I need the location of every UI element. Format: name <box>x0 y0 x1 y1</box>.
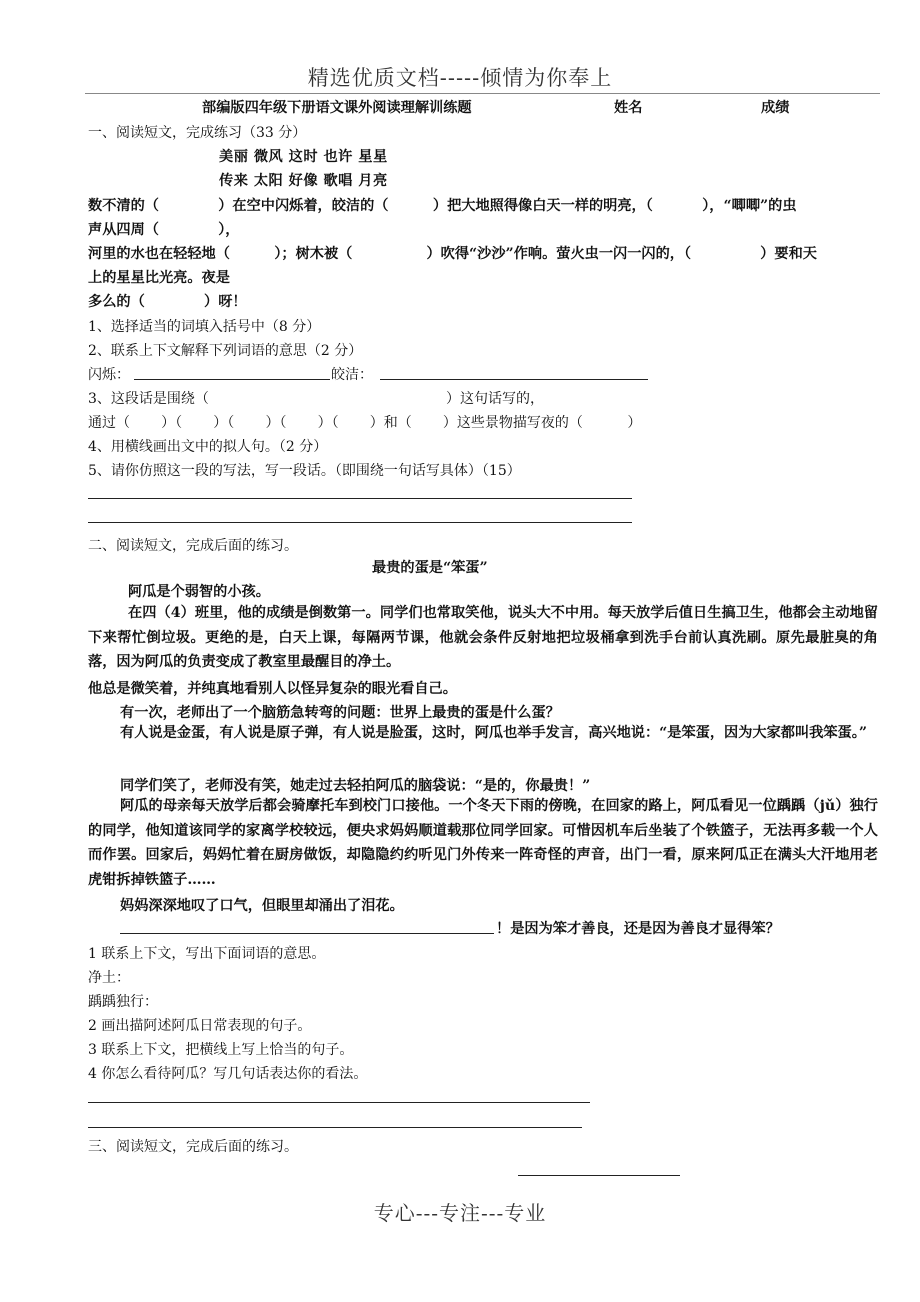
s2-q1-word-2: 踽踽独行： <box>88 994 158 1010</box>
s2-question-2: 2 画出描阿述阿瓜日常表现的句子。 <box>88 1018 312 1034</box>
story-paragraph-5: 有人说是金蛋，有人说是原子弹，有人说是脸蛋，这时，阿瓜也举手发言，高兴地说：“是笨蛋，因为大家都叫我笨蛋。” <box>120 725 867 741</box>
s1-question-3-line-2: 通过（ ）（ ）（ ）（ ）（ ）和（ ）这些景物描写夜的（ ） <box>88 415 642 431</box>
word-bank-row-1: 美丽 微风 这时 也许 星星 <box>219 149 388 165</box>
story-paragraph-4: 有一次，老师出了一个脑筋急转弯的问题：世界上最贵的蛋是什么蛋？ <box>120 705 560 721</box>
story-paragraph-6: 同学们笑了，老师没有笑，她走过去轻拍阿瓜的脑袋说：“是的，你最贵！” <box>120 778 591 794</box>
q2-answer-line-1[interactable] <box>134 379 330 380</box>
s1-question-3-part-b: ）这句话写的， <box>446 391 544 407</box>
story-title: 最贵的蛋是“笨蛋” <box>372 560 488 576</box>
score-label: 成绩 <box>761 100 790 116</box>
s2-q4-answer-line-2[interactable] <box>88 1127 582 1128</box>
s2-question-1: 1 联系上下文，写出下面词语的意思。 <box>88 946 326 962</box>
header-banner: 精选优质文档-----倾情为你奉上 <box>307 66 613 90</box>
q2-word-label-1: 闪烁： <box>88 367 130 383</box>
s1-question-1: 1、选择适当的词填入括号中（8 分） <box>88 319 321 335</box>
page-title: 部编版四年级下册语文课外阅读理解训练题 <box>202 100 472 116</box>
passage-line-2: 声从四周（ ）， <box>88 222 240 238</box>
section2-heading: 二、阅读短文，完成后面的练习。 <box>88 538 298 554</box>
passage-line-3: 河里的水也在轻轻地（ ）；树木被（ ）吹得“沙沙”作响。萤火虫一闪一闪的，（ ）要和天 <box>88 246 817 262</box>
s1-question-5: 5、请你仿照这一段的写法，写一段话。（即围绕一句话写具体）（15） <box>88 463 521 479</box>
header-rule <box>85 93 880 94</box>
name-label: 姓名 <box>614 100 643 116</box>
fill-sentence-tail: ！是因为笨才善良，还是因为善良才显得笨？ <box>496 921 780 937</box>
q2-word-label-2: 皎洁： <box>331 367 373 383</box>
s2-q1-word-1: 净土： <box>88 970 130 986</box>
passage-line-1: 数不清的（ ）在空中闪烁着，皎洁的（ ）把大地照得像白天一样的明亮，（ ），“唧唧”的虫 <box>88 198 797 214</box>
passage-line-5: 多么的（ ）呀！ <box>88 294 247 310</box>
s1-question-2: 2、联系上下文解释下列词语的意思（2 分） <box>88 343 363 359</box>
fill-sentence-line[interactable] <box>120 933 494 934</box>
q2-answer-line-2[interactable] <box>380 379 648 380</box>
s2-question-3: 3 联系上下文，把横线上写上恰当的句子。 <box>88 1042 354 1058</box>
section3-heading: 三、阅读短文，完成后面的练习。 <box>88 1139 298 1155</box>
footer-slogan: 专心---专注---专业 <box>373 1201 547 1225</box>
story-paragraph-8: 妈妈深深地叹了口气，但眼里却涌出了泪花。 <box>120 898 404 914</box>
q5-answer-line-2[interactable] <box>88 522 632 523</box>
word-bank-row-2: 传来 太阳 好像 歌唱 月亮 <box>219 173 388 189</box>
section3-title-line[interactable] <box>518 1175 680 1176</box>
s2-q4-answer-line-1[interactable] <box>88 1102 590 1103</box>
q5-answer-line-1[interactable] <box>88 498 632 499</box>
section1-heading: 一、阅读短文，完成练习（33 分） <box>88 125 307 141</box>
s1-question-3-part-a: 3、这段话是围绕（ <box>88 391 209 407</box>
s1-question-4: 4、用横线画出文中的拟人句。（2 分） <box>88 439 328 455</box>
passage-line-4: 上的星星比光亮。夜是 <box>88 270 230 286</box>
s2-question-4: 4 你怎么看待阿瓜？写几句话表达你的看法。 <box>88 1066 368 1082</box>
story-paragraph-2: 在四（4）班里，他的成绩是倒数第一。同学们也常取笑他，说头大不中用。每天放学后值日生搞卫生，他都会主动地留下来帮忙倒垃圾。更绝的是，白天上课，每隔两节课，他就会条件反射地把垃圾桶拿到洗手台前认真洗刷。原先最脏臭的角落，因为阿瓜的负责变成了教室里最醒目的净土。 <box>88 605 878 670</box>
story-paragraph-3: 他总是微笑着，并纯真地看别人以怪异复杂的眼光看自己。 <box>88 681 457 697</box>
story-paragraph-1: 阿瓜是个弱智的小孩。 <box>128 584 270 600</box>
story-paragraph-7: 阿瓜的母亲每天放学后都会骑摩托车到校门口接他。一个冬天下雨的傍晚，在回家的路上，阿瓜看见一位踽踽（jǔ）独行的同学，他知道该同学的家离学校较远，便央求妈妈顺道载那位同学回家。可惜因机车后坐装了个铁篮子，无法再多载一个人而作罢。回家后，妈妈忙着在厨房做饭，却隐隐约约听见门外传来一阵奇怪的声音，出门一看，原来阿瓜正在满头大汗地用老虎钳拆掉铁篮子…… <box>88 798 878 888</box>
